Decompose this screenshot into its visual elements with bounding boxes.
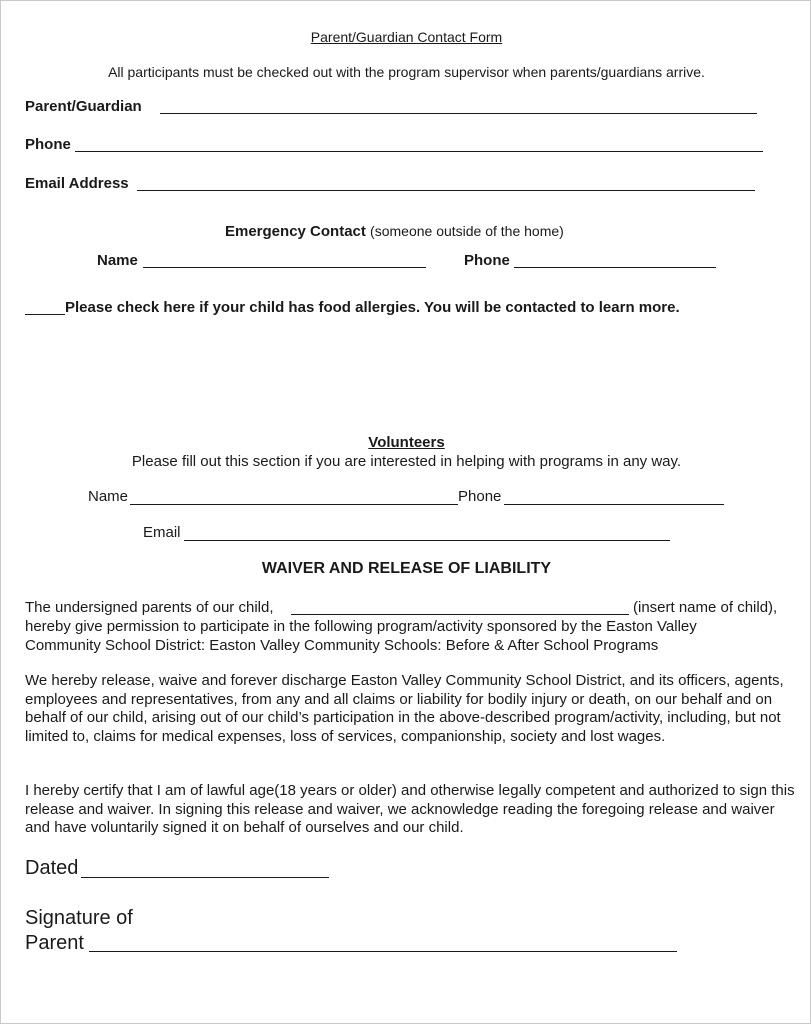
volunteer-phone-label: Phone bbox=[458, 488, 502, 505]
emergency-phone-label: Phone bbox=[464, 252, 510, 269]
child-name-field[interactable] bbox=[291, 614, 629, 615]
phone-field[interactable] bbox=[75, 151, 763, 152]
parent-signature-field[interactable] bbox=[89, 951, 677, 952]
emergency-name-field[interactable] bbox=[143, 267, 426, 268]
waiver-p1-insert-note: (insert name of child), bbox=[633, 599, 778, 616]
signature-label-line1: Signature of bbox=[25, 907, 133, 929]
food-allergy-checkbox[interactable] bbox=[25, 314, 65, 315]
volunteer-name-field[interactable] bbox=[130, 504, 458, 505]
volunteer-email-label: Email bbox=[143, 524, 181, 541]
parent-guardian-label: Parent/Guardian bbox=[25, 98, 142, 115]
volunteer-name-label: Name bbox=[88, 488, 129, 505]
signature-label-line2: Parent bbox=[25, 932, 84, 954]
emergency-contact-title: Emergency Contact bbox=[225, 223, 366, 240]
email-address-label: Email Address bbox=[25, 175, 129, 192]
emergency-phone-field[interactable] bbox=[514, 267, 716, 268]
emergency-contact-note: (someone outside of the home) bbox=[370, 223, 564, 239]
waiver-paragraph-2: We hereby release, waive and forever discharge Easton Valley Community School District, and its officers, agents, employees and representatives, from any and all claims or liability for bodily injury or death, on our behalf and on behalf of our child, arising out of our child’s participation in the above-described program/activity, including, but not limited to, claims for medical expenses, loss of services, companionship, society and lost wages. bbox=[25, 672, 784, 745]
emergency-contact-heading bbox=[225, 223, 564, 240]
food-allergy-text: Please check here if your child has food allergies. You will be contacted to learn more. bbox=[65, 299, 680, 316]
email-address-field[interactable] bbox=[137, 190, 755, 191]
form-title: Parent/Guardian Contact Form bbox=[310, 29, 503, 45]
parent-guardian-field[interactable] bbox=[160, 113, 757, 114]
dated-label: Dated bbox=[25, 857, 79, 879]
emergency-name-label: Name bbox=[97, 252, 138, 269]
phone-label: Phone bbox=[25, 136, 71, 153]
volunteers-heading: Volunteers bbox=[368, 434, 445, 451]
waiver-paragraph-1: hereby give permission to participate in the following program/activity sponsored by the Easton Valley Community School District: Easton Valley Community Schools: Before & After School Programs bbox=[25, 618, 697, 654]
volunteers-instruction: Please fill out this section if you are interested in helping with programs in any way. bbox=[131, 453, 682, 470]
waiver-title: WAIVER AND RELEASE OF LIABILITY bbox=[261, 560, 552, 577]
volunteer-email-field[interactable] bbox=[184, 540, 670, 541]
waiver-paragraph-3: I hereby certify that I am of lawful age(18 years or older) and otherwise legally competent and authorized to sign this release and waiver. In signing this release and waiver, we acknowledge reading the foregoing release and waiver and have voluntarily signed it on behalf of ourselves and our child. bbox=[25, 782, 795, 836]
volunteer-phone-field[interactable] bbox=[504, 504, 724, 505]
dated-field[interactable] bbox=[81, 877, 329, 878]
form-instruction: All participants must be checked out with the program supervisor when parents/guardians arrive. bbox=[108, 64, 705, 80]
waiver-p1-start: The undersigned parents of our child, bbox=[25, 599, 274, 616]
